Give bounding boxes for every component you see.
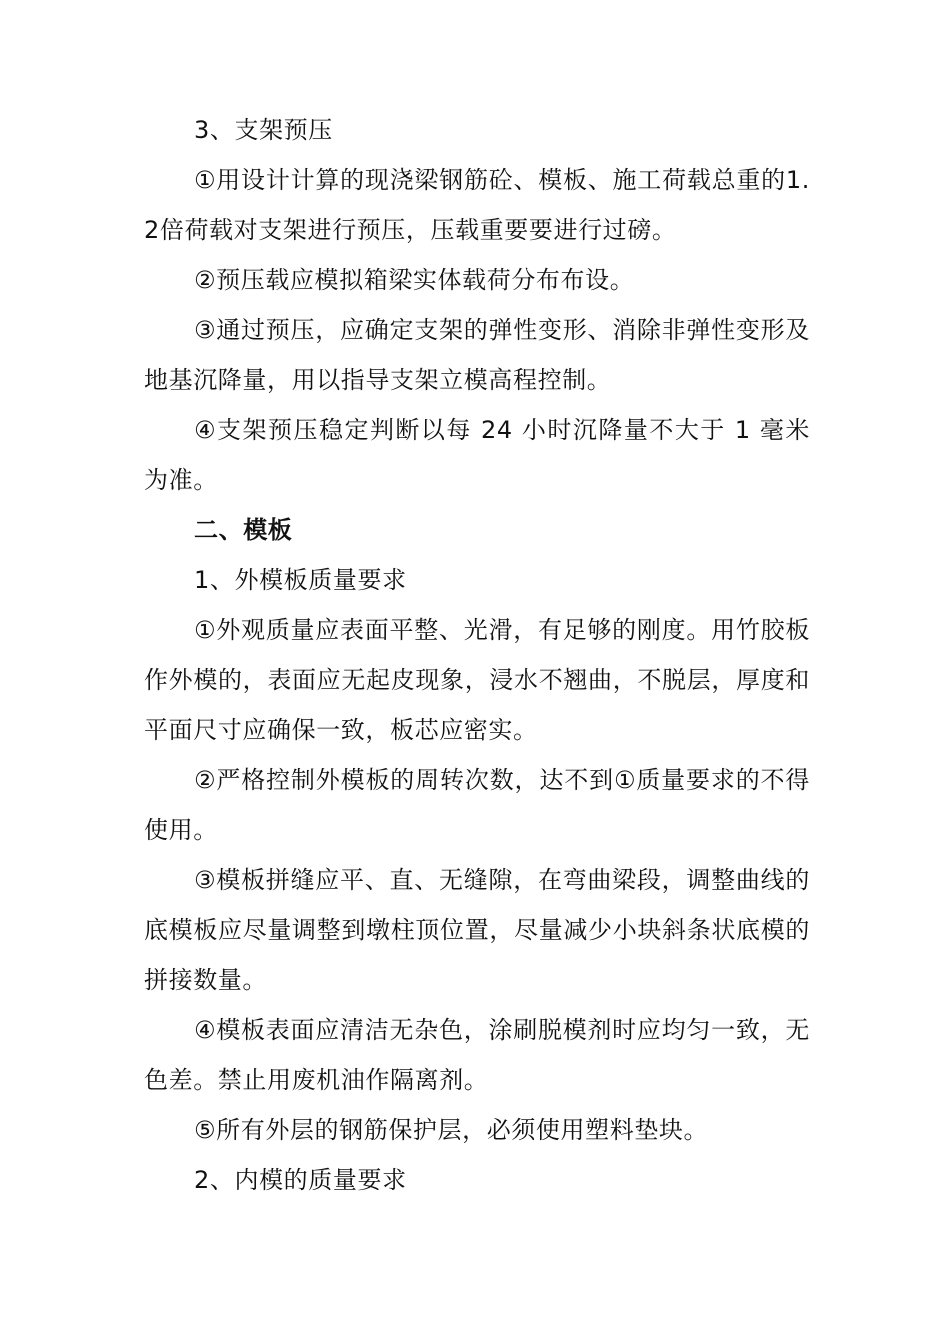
chapter-heading-formwork: 二、模板: [194, 516, 293, 544]
preloading-item-3: ③通过预压，应确定支架的弹性变形、消除非弹性变形及地基沉降量，用以指导支架立模高程控制。: [144, 316, 810, 394]
outer-formwork-item-5: ⑤所有外层的钢筋保护层，必须使用塑料垫块。: [194, 1116, 709, 1144]
section-heading-preloading: 3、支架预压: [194, 116, 333, 144]
outer-formwork-item-4: ④模板表面应清洁无杂色，涂刷脱模剂时应均匀一致，无色差。禁止用废机油作隔离剂。: [144, 1016, 810, 1094]
outer-formwork-item-2: ②严格控制外模板的周转次数，达不到①质量要求的不得使用。: [144, 766, 810, 844]
outer-formwork-item-3: ③模板拼缝应平、直、无缝隙，在弯曲梁段，调整曲线的底模板应尽量调整到墩柱顶位置，尽量减少小块斜条状底模的拼接数量。: [144, 866, 810, 994]
document-body: [144, 105, 810, 1205]
preloading-item-2: ②预压载应模拟箱梁实体载荷分布布设。: [194, 266, 635, 294]
section-heading-outer-formwork: 1、外模板质量要求: [194, 566, 407, 594]
section-heading-inner-formwork: 2、内模的质量要求: [194, 1166, 407, 1194]
outer-formwork-item-1: ①外观质量应表面平整、光滑，有足够的刚度。用竹胶板作外模的，表面应无起皮现象，浸水不翘曲，不脱层，厚度和平面尺寸应确保一致，板芯应密实。: [144, 616, 810, 744]
preloading-item-1: ①用设计计算的现浇梁钢筋砼、模板、施工荷载总重的1.2倍荷载对支架进行预压，压载重要要进行过磅。: [144, 166, 810, 244]
preloading-item-4: ④支架预压稳定判断以每 24 小时沉降量不大于 1 毫米为准。: [144, 416, 810, 494]
